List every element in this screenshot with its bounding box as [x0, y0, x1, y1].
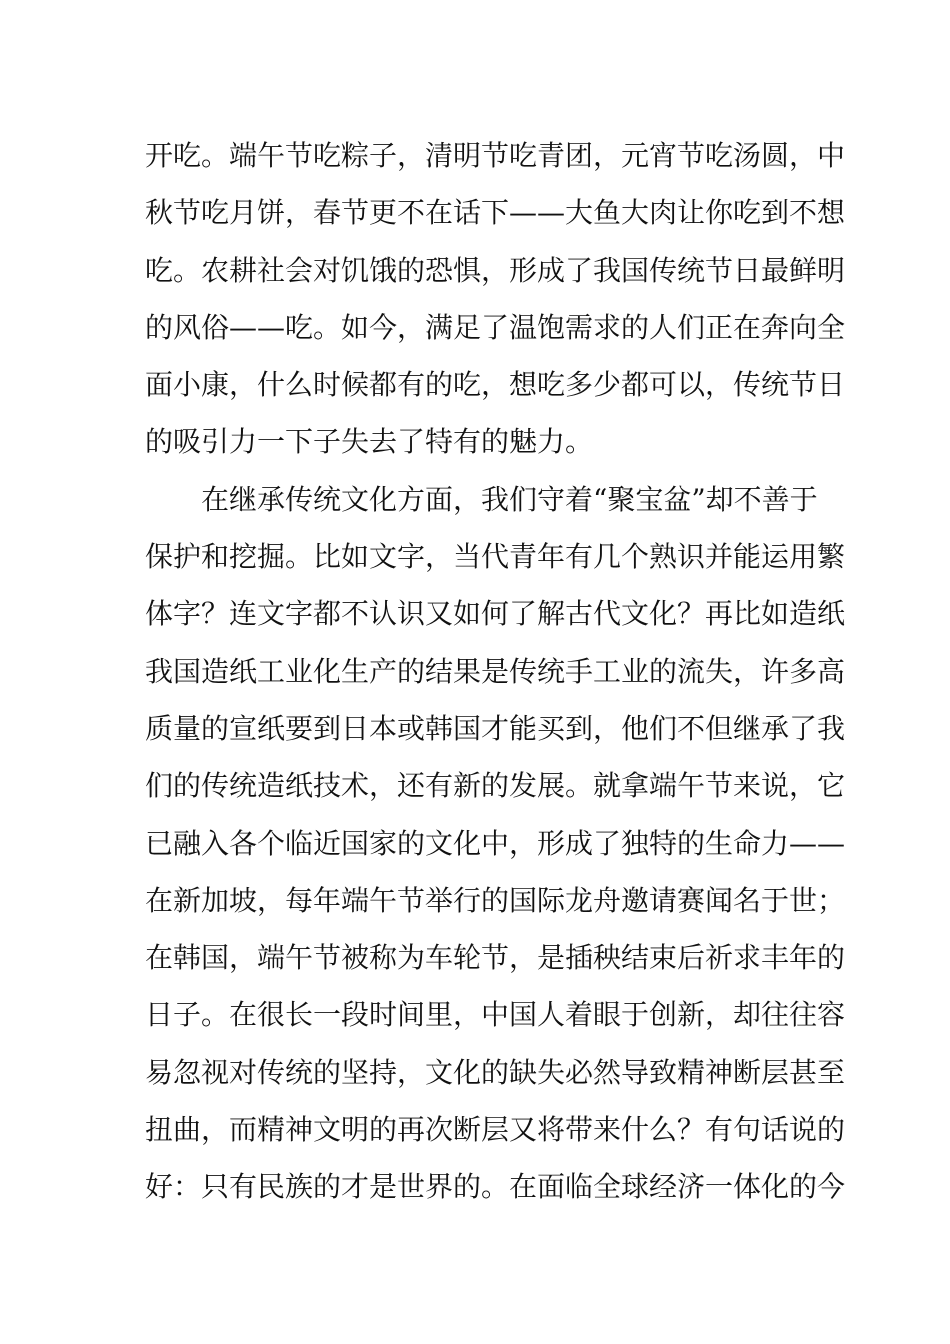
text-line: 好：只有民族的才是世界的。在面临全球经济一体化的今 [145, 1170, 846, 1204]
text-line: 易忽视对传统的坚持，文化的缺失必然导致精神断层甚至 [145, 1055, 846, 1089]
text-line: 在韩国，端午节被称为车轮节，是插秧结束后祈求丰年的 [145, 941, 846, 975]
text-line: 的风俗——吃。如今，满足了温饱需求的人们正在奔向全 [145, 310, 846, 344]
paragraph-2 [145, 471, 846, 1216]
text-line: 在新加坡，每年端午节举行的国际龙舟邀请赛闻名于世； [145, 883, 846, 917]
text-line: 的吸引力一下子失去了特有的魅力。 [145, 425, 594, 459]
text-line: 秋节吃月饼，春节更不在话下——大鱼大肉让你吃到不想 [145, 196, 846, 230]
text-line: 扭曲，而精神文明的再次断层又将带来什么？有句话说的 [145, 1113, 846, 1147]
text-line: 保护和挖掘。比如文字，当代青年有几个熟识并能运用繁 [145, 540, 846, 574]
text-line: 质量的宣纸要到日本或韩国才能买到，他们不但继承了我 [145, 711, 846, 745]
text-line: 面小康，什么时候都有的吃，想吃多少都可以，传统节日 [145, 368, 846, 402]
text-line: 体字？连文字都不认识又如何了解古代文化？再比如造纸 [145, 597, 846, 631]
text-line: 们的传统造纸技术，还有新的发展。就拿端午节来说，它 [145, 769, 846, 803]
text-line: 吃。农耕社会对饥饿的恐惧，形成了我国传统节日最鲜明 [145, 253, 846, 287]
paragraph-1 [145, 127, 846, 471]
text-line: 开吃。端午节吃粽子，清明节吃青团，元宵节吃汤圆，中 [145, 139, 846, 172]
text-line: 已融入各个临近国家的文化中，形成了独特的生命力—— [145, 826, 846, 860]
text-line: 在继承传统文化方面，我们守着“聚宝盆”却不善于 [201, 482, 818, 516]
text-line: 日子。在很长一段时间里，中国人着眼于创新，却往往容 [145, 998, 846, 1032]
text-line: 我国造纸工业化生产的结果是传统手工业的流失，许多高 [145, 654, 846, 688]
document-body [145, 127, 846, 1216]
